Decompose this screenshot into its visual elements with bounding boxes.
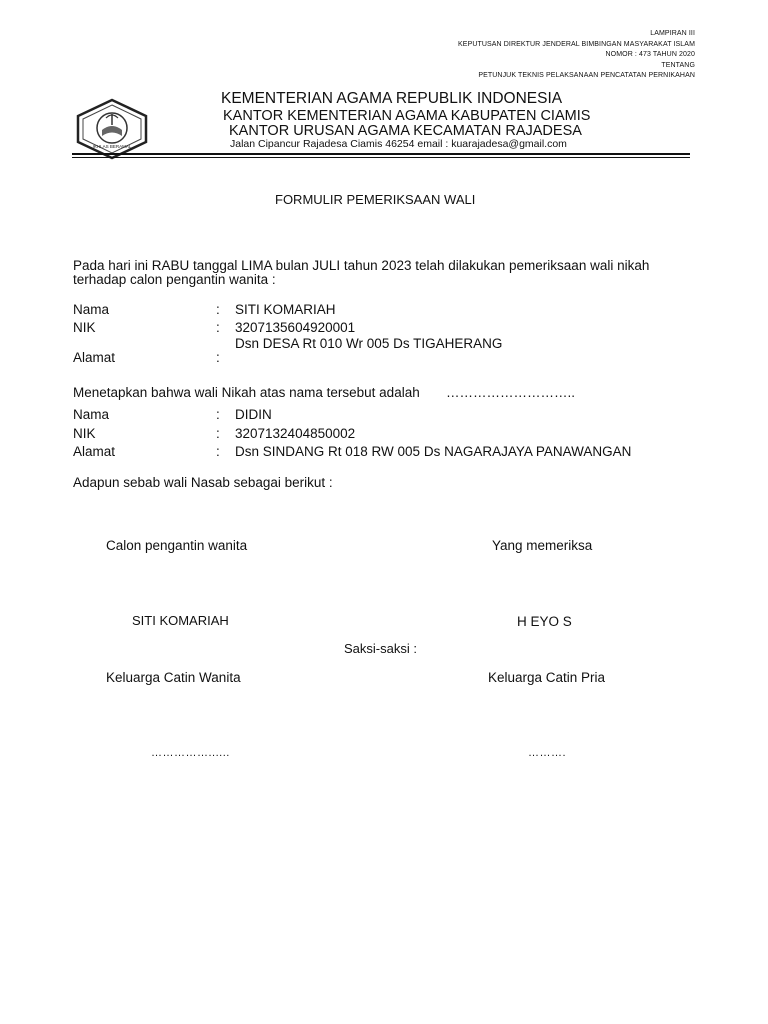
bride-nik: 3207135604920001: [235, 320, 356, 335]
lampiran-line: LAMPIRAN III: [650, 30, 695, 37]
wali-nik-label: NIK: [73, 426, 96, 441]
wali-statement: Menetapkan bahwa wali Nikah atas nama tersebut adalah: [73, 385, 420, 400]
wali-nik-sep: :: [216, 426, 220, 441]
sig-right-family: Keluarga Catin Pria: [488, 670, 606, 685]
sig-right-name: H EYO S: [517, 614, 572, 629]
bride-nik-sep: :: [216, 320, 220, 335]
sig-left-family: Keluarga Catin Wanita: [106, 670, 241, 685]
lampiran-line: NOMOR : 473 TAHUN 2020: [605, 51, 695, 58]
wali-nik: 3207132404850002: [235, 426, 356, 441]
sig-left-title: Calon pengantin wanita: [106, 538, 248, 553]
bride-nama: SITI KOMARIAH: [235, 302, 336, 317]
sig-right-title: Yang memeriksa: [492, 538, 593, 553]
kop-line-2: KANTOR KEMENTERIAN AGAMA KABUPATEN CIAMIS: [223, 108, 591, 124]
bride-nama-label: Nama: [73, 302, 110, 317]
lampiran-line: PETUNJUK TEKNIS PELAKSANAAN PENCATATAN PERNIKAHAN: [478, 72, 695, 79]
kop-address: Jalan Cipancur Rajadesa Ciamis 46254 email : kuarajadesa@gmail.com: [230, 138, 567, 150]
intro-line-1: Pada hari ini RABU tanggal LIMA bulan JULI tahun 2023 telah dilakukan pemeriksaan wali nikah: [73, 258, 650, 273]
sig-left-name: SITI KOMARIAH: [132, 613, 229, 628]
wali-nama: DIDIN: [235, 407, 272, 422]
bride-nik-label: NIK: [73, 320, 96, 335]
logo-motto: IKHLAS BERAMAL: [92, 144, 132, 149]
lampiran-block: [458, 29, 695, 82]
wali-alamat-label: Alamat: [73, 444, 116, 459]
bride-alamat-label: Alamat: [73, 350, 116, 365]
wali-alamat: Dsn SINDANG Rt 018 RW 005 Ds NAGARAJAYA PANAWANGAN: [235, 444, 632, 459]
bride-alamat: Dsn DESA Rt 010 Wr 005 Ds TIGAHERANG: [235, 336, 503, 351]
intro-line-2: terhadap calon pengantin wanita :: [73, 272, 276, 287]
wali-dots: ………………………..: [446, 385, 576, 400]
lampiran-line: KEPUTUSAN DIREKTUR JENDERAL BIMBINGAN MASYARAKAT ISLAM: [458, 40, 695, 48]
sig-right-dots: ……….: [528, 747, 567, 759]
bride-alamat-sep: :: [216, 350, 220, 365]
wali-nama-label: Nama: [73, 407, 110, 422]
sig-left-dots: ……………......: [151, 747, 230, 759]
kop-divider-thin: [72, 157, 690, 158]
wali-nama-sep: :: [216, 407, 220, 422]
kemenag-logo: [76, 98, 148, 160]
lampiran-line: TENTANG: [661, 61, 695, 69]
kop-line-1: KEMENTERIAN AGAMA REPUBLIK INDONESIA: [221, 90, 563, 107]
sebab-wali: Adapun sebab wali Nasab sebagai berikut :: [73, 475, 333, 490]
kop-line-3: KANTOR URUSAN AGAMA KECAMATAN RAJADESA: [229, 123, 582, 139]
kop-divider: [72, 153, 690, 155]
wali-alamat-sep: :: [216, 444, 220, 459]
form-title: FORMULIR PEMERIKSAAN WALI: [275, 192, 476, 207]
bride-nama-sep: :: [216, 302, 220, 317]
saksi-label: Saksi-saksi :: [344, 641, 417, 656]
